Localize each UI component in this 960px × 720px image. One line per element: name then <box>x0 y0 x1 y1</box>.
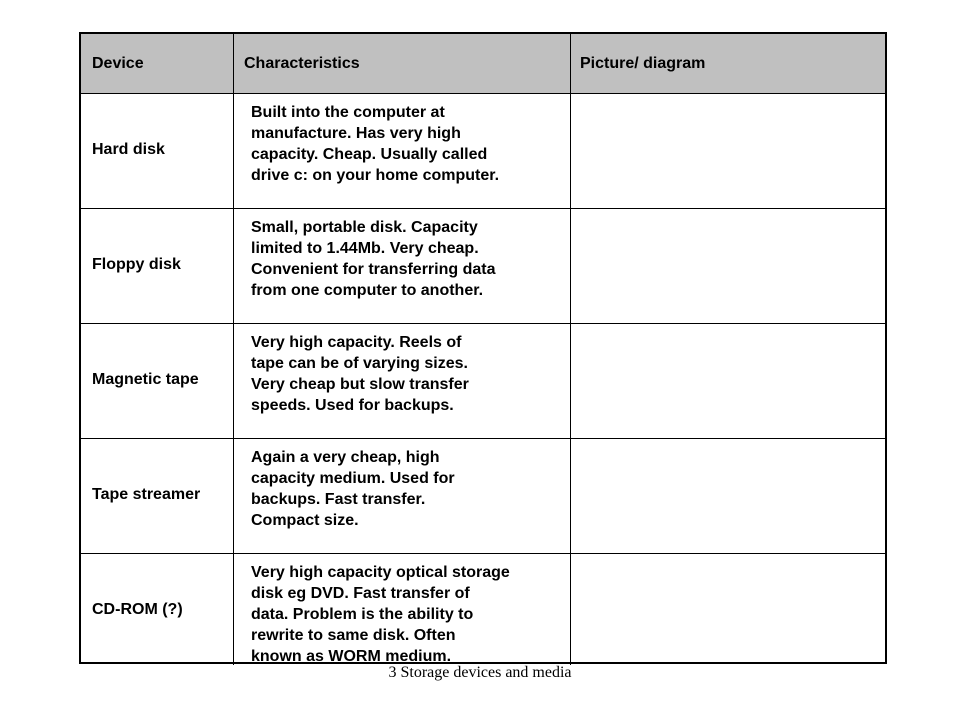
header-device: Device <box>92 55 144 72</box>
table-row <box>81 209 885 324</box>
characteristics-cell <box>234 554 571 665</box>
slide-caption: 3 Storage devices and media <box>388 664 572 681</box>
characteristics-text: Very high capacity optical storage disk eg DVD. Fast transfer of data. Problem is the ability to rewrite to same disk. Often known as WORM medium. <box>251 564 510 665</box>
device-name: CD-ROM (?) <box>92 601 183 618</box>
device-cell <box>81 209 234 323</box>
picture-cell <box>571 209 885 323</box>
header-cell-picture <box>571 34 885 93</box>
characteristics-cell <box>234 94 571 208</box>
characteristics-text: Again a very cheap, high capacity medium. Used for backups. Fast transfer. Compact size. <box>251 449 455 529</box>
characteristics-cell <box>234 324 571 438</box>
device-cell <box>81 439 234 553</box>
header-picture-diagram: Picture/ diagram <box>580 55 706 72</box>
characteristics-text: Small, portable disk. Capacity limited to 1.44Mb. Very cheap. Convenient for transferring data from one computer to another. <box>251 219 496 299</box>
header-cell-device <box>81 34 234 93</box>
table-row <box>81 94 885 209</box>
table-header-row <box>81 34 885 94</box>
storage-devices-table <box>79 32 887 664</box>
characteristics-cell <box>234 439 571 553</box>
picture-cell <box>571 554 885 665</box>
device-name: Magnetic tape <box>92 371 199 388</box>
picture-cell <box>571 94 885 208</box>
device-cell <box>81 94 234 208</box>
characteristics-text: Very high capacity. Reels of tape can be of varying sizes. Very cheap but slow transfer speeds. Used for backups. <box>251 334 469 414</box>
device-name: Floppy disk <box>92 256 181 273</box>
device-name: Hard disk <box>92 141 165 158</box>
picture-cell <box>571 439 885 553</box>
picture-cell <box>571 324 885 438</box>
header-cell-characteristics <box>234 34 571 93</box>
table-row <box>81 554 885 665</box>
device-cell <box>81 554 234 665</box>
characteristics-cell <box>234 209 571 323</box>
device-cell <box>81 324 234 438</box>
characteristics-text: Built into the computer at manufacture. Has very high capacity. Cheap. Usually called drive c: on your home computer. <box>251 104 500 184</box>
table-row <box>81 439 885 554</box>
header-characteristics: Characteristics <box>244 55 360 72</box>
table-row <box>81 324 885 439</box>
device-name: Tape streamer <box>92 486 201 503</box>
